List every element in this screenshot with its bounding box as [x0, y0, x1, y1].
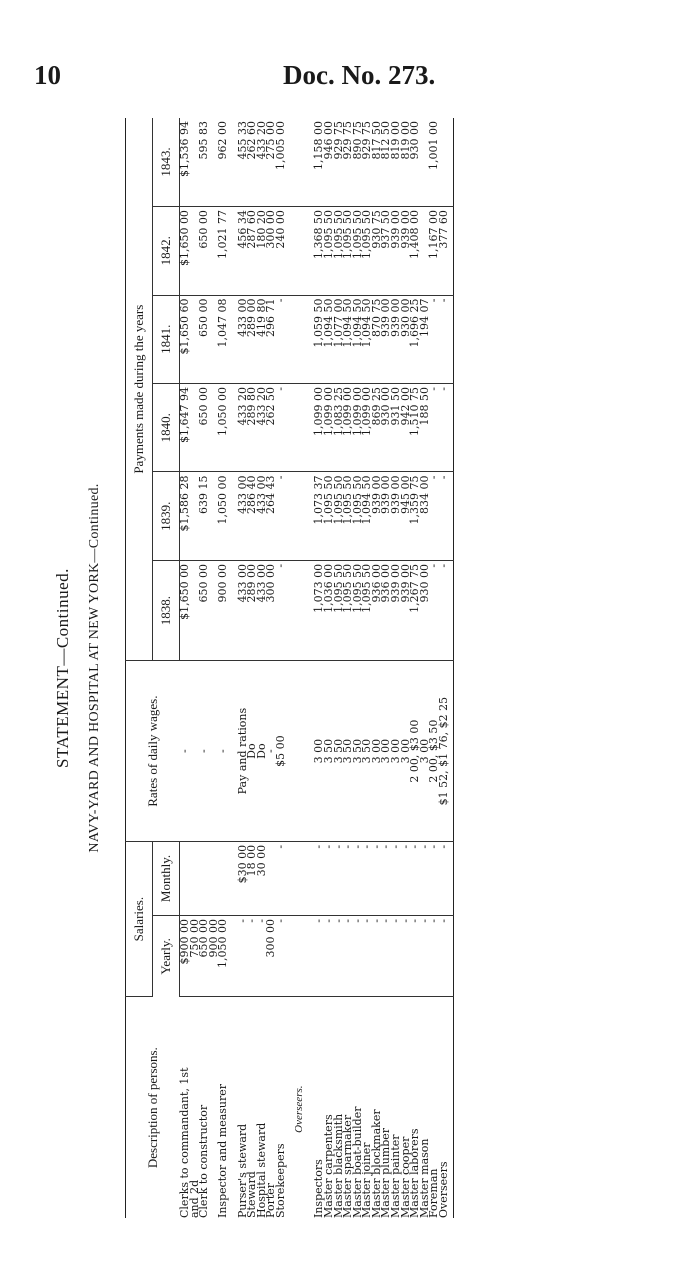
spacer-row	[286, 118, 296, 1218]
table-row	[190, 118, 200, 1218]
description-cell: Hospital steward	[254, 1122, 268, 1218]
yearly-salary-cell: 650 00	[199, 916, 209, 997]
payment-cell: 930 00	[420, 560, 430, 660]
payment-cell: 1,094 50	[362, 295, 372, 383]
daily-wage-cell: 3 50	[324, 661, 334, 842]
payment-cell: 300 00	[266, 207, 276, 295]
spacer-cell	[286, 916, 296, 997]
daily-wage-cell: -	[218, 661, 228, 842]
payment-cell: 819 00	[401, 118, 411, 207]
payment-cell: 433 00	[257, 472, 267, 560]
spacer-cell	[286, 841, 296, 915]
payment-cell: 1,696 25	[410, 295, 420, 383]
spacer-cell	[286, 207, 296, 295]
daily-wage-cell: -	[180, 661, 190, 842]
table-row	[420, 118, 430, 1218]
payment-cell: 1,077 00	[334, 295, 344, 383]
monthly-salary-cell: -	[334, 841, 344, 915]
payment-cell: 275 00	[266, 118, 276, 207]
payment-cell: $1,647 94	[180, 384, 190, 472]
empty-cell	[295, 472, 305, 560]
payment-cell: 870 75	[372, 295, 382, 383]
header-year-1838: 1838.	[153, 560, 180, 660]
payment-cell: 1,099 00	[362, 384, 372, 472]
payment-cell: 1,001 00	[429, 118, 439, 207]
payment-cell: -	[439, 472, 453, 560]
payment-cell: 433 20	[257, 384, 267, 472]
payment-cell: 929 75	[343, 118, 353, 207]
payment-cell: 939 00	[391, 207, 401, 295]
empty-cell	[295, 661, 305, 842]
yearly-salary-cell: -	[276, 916, 286, 997]
daily-wage-cell: 3 00	[314, 661, 324, 842]
table-row	[238, 118, 248, 1218]
monthly-salary-cell: -	[391, 841, 401, 915]
payment-cell: 890 75	[353, 118, 363, 207]
monthly-salary-cell: $30 00	[238, 841, 248, 915]
table-row	[439, 118, 453, 1218]
table-row	[314, 118, 324, 1218]
monthly-salary-cell: -	[372, 841, 382, 915]
group-row	[295, 118, 305, 1218]
monthly-salary-cell	[180, 841, 190, 915]
spacer-cell	[305, 916, 315, 997]
table-row	[343, 118, 353, 1218]
table-row	[410, 118, 420, 1218]
payment-cell: 639 15	[199, 472, 209, 560]
yearly-salary-cell: -	[362, 916, 372, 997]
description-cell: Master plumber	[379, 1127, 393, 1218]
payment-cell: 455 33	[238, 118, 248, 207]
daily-wage-cell: 3 50	[343, 661, 353, 842]
payment-cell: 812 50	[381, 118, 391, 207]
header-rates: Rates of daily wages.	[126, 661, 180, 842]
daily-wage-cell: Do	[247, 661, 257, 842]
payment-cell: -	[429, 472, 439, 560]
yearly-salary-cell: -	[401, 916, 411, 997]
payment-cell: -	[439, 560, 453, 660]
payment-cell: 1,095 50	[353, 560, 363, 660]
payment-cell: 1,095 50	[343, 560, 353, 660]
payment-cell: 930 00	[381, 384, 391, 472]
payment-cell: 945 00	[401, 472, 411, 560]
payment-cell: 936 00	[381, 560, 391, 660]
daily-wage-cell: 3 00	[381, 661, 391, 842]
payment-cell: 433 00	[257, 560, 267, 660]
header-salaries: Salaries.	[126, 841, 153, 996]
monthly-salary-cell	[190, 841, 200, 915]
spacer-cell	[228, 916, 238, 997]
payment-cell: 1,167 00	[429, 207, 439, 295]
description-cell: Storekeepers	[273, 1143, 287, 1218]
spacer-cell	[286, 560, 296, 660]
payment-cell: 289 00	[247, 560, 257, 660]
description-cell: Inspectors	[312, 1159, 326, 1218]
payment-cell: 264 43	[266, 472, 276, 560]
payment-cell: 819 00	[391, 118, 401, 207]
payment-cell: $1,586 28	[180, 472, 190, 560]
payment-cell: 287 60	[247, 207, 257, 295]
payment-cell: 1,099 00	[314, 384, 324, 472]
payment-cell: 936 00	[372, 560, 382, 660]
payment-cell: 1,094 50	[362, 472, 372, 560]
yearly-salary-cell: -	[334, 916, 344, 997]
payment-cell: 929 75	[362, 118, 372, 207]
description-cell: Inspector and measurer	[216, 1083, 230, 1218]
payment-cell: -	[429, 295, 439, 383]
spacer-cell	[286, 661, 296, 842]
header-year-1842: 1842.	[153, 207, 180, 295]
description-cell: Foreman	[427, 1168, 441, 1218]
spacer-row	[305, 118, 315, 1218]
yearly-salary-cell: -	[343, 916, 353, 997]
payment-cell: 1,510 75	[410, 384, 420, 472]
monthly-salary-cell: -	[324, 841, 334, 915]
daily-wage-cell: 2 00, $3 00	[410, 661, 420, 842]
payment-cell: 286 40	[247, 472, 257, 560]
payment-cell: 433 00	[238, 472, 248, 560]
daily-wage-cell: -	[266, 661, 276, 842]
spacer-cell	[305, 841, 315, 915]
table-row	[257, 118, 267, 1218]
payment-cell: 869 25	[372, 384, 382, 472]
payment-cell: 595 83	[199, 118, 209, 207]
table-row	[324, 118, 334, 1218]
description-cell: Master boat-builder	[350, 1106, 364, 1218]
payment-cell: 1,094 50	[353, 295, 363, 383]
payment-cell: 1,050 00	[218, 384, 228, 472]
table-row	[362, 118, 372, 1218]
page-number: 10	[34, 60, 61, 90]
daily-wage-cell: 3 00	[401, 661, 411, 842]
table-row	[180, 118, 190, 1218]
payment-cell: 1,047 08	[218, 295, 228, 383]
daily-wage-cell: Pay and rations	[238, 661, 248, 842]
table-row	[218, 118, 228, 1218]
payment-cell: -	[276, 295, 286, 383]
daily-wage-cell: 3 50	[353, 661, 363, 842]
payment-cell: 834 00	[420, 472, 430, 560]
payment-cell: 1,095 50	[334, 472, 344, 560]
yearly-salary-cell: -	[439, 916, 453, 997]
payment-cell	[439, 118, 453, 207]
monthly-salary-cell	[199, 841, 209, 915]
empty-cell	[295, 384, 305, 472]
table-row	[429, 118, 439, 1218]
payment-cell: 1,099 00	[343, 384, 353, 472]
daily-wage-cell: 2 00, $3 50	[429, 661, 439, 842]
payment-cell: 433 20	[238, 384, 248, 472]
yearly-salary-cell: -	[381, 916, 391, 997]
description-cell: Master laborers	[408, 1128, 422, 1218]
payment-cell: 1,095 50	[362, 560, 372, 660]
payment-cell: 419 80	[257, 295, 267, 383]
monthly-salary-cell: -	[401, 841, 411, 915]
empty-cell	[295, 295, 305, 383]
monthly-salary-cell: -	[410, 841, 420, 915]
payment-cell: 1,408 00	[410, 207, 420, 295]
payment-cell: 900 00	[218, 560, 228, 660]
payment-cell: 931 50	[391, 384, 401, 472]
payment-cell: 929 75	[334, 118, 344, 207]
daily-wage-cell: 3 00	[391, 661, 401, 842]
payment-cell: 939 00	[391, 560, 401, 660]
monthly-salary-cell: -	[420, 841, 430, 915]
empty-cell	[295, 118, 305, 207]
daily-wage-cell: 3 00	[420, 661, 430, 842]
payment-cell: 194 07	[420, 295, 430, 383]
daily-wage-cell: $1 52, $1 76, $2 25	[439, 661, 453, 842]
daily-wage-cell: 3 00	[372, 661, 382, 842]
description-cell: Master mason	[417, 1138, 431, 1218]
yearly-salary-cell: -	[247, 916, 257, 997]
daily-wage-cell: -	[199, 661, 209, 842]
payment-cell: 1,095 50	[334, 207, 344, 295]
description-cell: Porter	[264, 1182, 278, 1218]
document-label: Doc. No. 273.	[283, 60, 436, 90]
spacer-cell	[286, 384, 296, 472]
spacer-cell	[286, 118, 296, 207]
header-description: Description of persons.	[144, 1047, 160, 1169]
payment-cell: -	[429, 560, 439, 660]
yearly-salary-cell: -	[353, 916, 363, 997]
payment-cell: 1,095 50	[353, 472, 363, 560]
statement-subtitle: NAVY-YARD AND HOSPITAL AT NEW YORK—Continued.	[87, 483, 102, 853]
payment-cell: 650 00	[199, 295, 209, 383]
payment-cell: 1,095 50	[362, 207, 372, 295]
payment-cell: 930 00	[410, 118, 420, 207]
payment-cell: 1,005 00	[276, 118, 286, 207]
payment-cell: $1,650 00	[180, 560, 190, 660]
payment-cell: 1,095 50	[324, 472, 334, 560]
payment-cell: 942 00	[401, 384, 411, 472]
yearly-salary-cell: 750 00	[190, 916, 200, 997]
payment-cell: 817 50	[372, 118, 382, 207]
statement-title: STATEMENT—Continued.	[53, 568, 72, 768]
payment-cell: $1,536 94	[180, 118, 190, 207]
description-cell: Master blockmaker	[369, 1109, 383, 1218]
payment-cell: 650 00	[199, 207, 209, 295]
monthly-salary-cell: 30 00	[257, 841, 267, 915]
payment-cell: 930 00	[401, 295, 411, 383]
payment-cell: 939 00	[381, 472, 391, 560]
header-monthly: Monthly.	[153, 841, 180, 915]
header-year-1839: 1839.	[153, 472, 180, 560]
spacer-row	[228, 118, 238, 1218]
payment-cell: 939 00	[401, 560, 411, 660]
payments-table	[125, 118, 454, 1218]
payment-cell: 650 00	[199, 560, 209, 660]
payment-cell: 1,267 75	[410, 560, 420, 660]
description-cell: Clerks to commandant, 1st	[177, 1067, 191, 1218]
payment-cell: 1,073 37	[314, 472, 324, 560]
description-cell: Master blacksmith	[331, 1113, 345, 1218]
spacer-cell	[286, 472, 296, 560]
yearly-salary-cell: 1,050 00	[218, 916, 228, 997]
monthly-salary-cell: -	[439, 841, 453, 915]
payment-cell: 946 00	[324, 118, 334, 207]
payment-cell: -	[429, 384, 439, 472]
payment-cell: 433 00	[238, 560, 248, 660]
yearly-salary-cell: $900 00	[180, 916, 190, 997]
empty-cell	[295, 916, 305, 997]
yearly-salary-cell: -	[420, 916, 430, 997]
description-cell: Steward	[245, 1171, 259, 1218]
monthly-salary-cell: -	[343, 841, 353, 915]
payment-cell: 1,095 50	[353, 207, 363, 295]
payment-cell: 180 20	[257, 207, 267, 295]
payment-cell: 937 50	[381, 207, 391, 295]
payment-cell: -	[276, 560, 286, 660]
header-yearly: Yearly.	[153, 916, 180, 997]
payment-cell: -	[276, 384, 286, 472]
payment-cell: 262 50	[266, 384, 276, 472]
table-row	[199, 118, 209, 1218]
payment-cell: 939 00	[401, 207, 411, 295]
table-row	[381, 118, 391, 1218]
monthly-salary-cell: -	[276, 841, 286, 915]
group-heading: Overseers.	[293, 1085, 306, 1133]
monthly-salary-cell	[218, 841, 228, 915]
header-year-1840: 1840.	[153, 384, 180, 472]
description-cell: and 2d	[187, 1179, 201, 1218]
table-row	[372, 118, 382, 1218]
yearly-salary-cell: -	[257, 916, 267, 997]
monthly-salary-cell: 18 00	[247, 841, 257, 915]
payment-cell: 296 71	[266, 295, 276, 383]
payment-cell: $1,650 00	[180, 207, 190, 295]
payment-cell: 1,021 77	[218, 207, 228, 295]
spacer-cell	[286, 295, 296, 383]
payment-cell: 1,095 50	[324, 207, 334, 295]
payment-cell: 1,158 00	[314, 118, 324, 207]
empty-cell	[295, 841, 305, 915]
payment-cell: 939 00	[381, 295, 391, 383]
payment-cell: 1,073 00	[314, 560, 324, 660]
header-year-1841: 1841.	[153, 295, 180, 383]
table-row	[334, 118, 344, 1218]
daily-wage-cell: $5 00	[276, 661, 286, 842]
payment-cell: 1,094 50	[343, 295, 353, 383]
empty-cell	[295, 560, 305, 660]
monthly-salary-cell: -	[381, 841, 391, 915]
description-cell: Master carpenters	[321, 1114, 335, 1218]
monthly-salary-cell	[266, 841, 276, 915]
payment-cell: 1,050 00	[218, 472, 228, 560]
payment-cell: -	[439, 295, 453, 383]
yearly-salary-cell: -	[391, 916, 401, 997]
payment-cell: 300 00	[266, 560, 276, 660]
payment-cell: 939 00	[372, 472, 382, 560]
payment-cell: 1,368 50	[314, 207, 324, 295]
payment-cell: 1,095 50	[343, 207, 353, 295]
daily-wage-cell: 3 50	[334, 661, 344, 842]
payment-cell: 962 00	[218, 118, 228, 207]
payment-cell: 262 60	[247, 118, 257, 207]
payment-cell: 1,095 50	[343, 472, 353, 560]
payment-cell: 1,083 25	[334, 384, 344, 472]
table-row	[276, 118, 286, 1218]
description-cell: Master painter	[389, 1134, 403, 1218]
description-cell: Overseers	[437, 1161, 451, 1218]
payment-cell: 1,095 50	[334, 560, 344, 660]
table-body	[177, 118, 454, 1218]
payment-cell: 240 00	[276, 207, 286, 295]
payment-cell: 289 00	[247, 295, 257, 383]
payment-cell: 1,036 00	[324, 560, 334, 660]
yearly-salary-cell: -	[314, 916, 324, 997]
payment-cell: 188 50	[420, 384, 430, 472]
payment-cell: -	[276, 472, 286, 560]
table-row	[401, 118, 411, 1218]
header-year-1843: 1843.	[153, 118, 180, 207]
monthly-salary-cell	[209, 841, 219, 915]
description-cell: Master sparmaker	[341, 1114, 355, 1218]
yearly-salary-cell: -	[372, 916, 382, 997]
yearly-salary-cell: -	[429, 916, 439, 997]
table-row	[353, 118, 363, 1218]
empty-cell	[295, 207, 305, 295]
monthly-salary-cell: -	[353, 841, 363, 915]
payment-cell: 939 00	[391, 295, 401, 383]
description-cell: Purser's steward	[235, 1123, 249, 1218]
table-row	[391, 118, 401, 1218]
monthly-salary-cell: -	[314, 841, 324, 915]
payment-cell: 930 75	[372, 207, 382, 295]
table-row	[209, 118, 219, 1218]
description-cell: Clerk to constructor	[197, 1104, 211, 1218]
payment-cell: 1,094 50	[324, 295, 334, 383]
description-cell: Master cooper	[398, 1136, 412, 1218]
payment-cell: 1,099 00	[324, 384, 334, 472]
yearly-salary-cell: 300 00	[266, 916, 276, 997]
header-row-top	[126, 118, 153, 1218]
rotated-statement	[53, 118, 680, 1218]
payment-cell: 650 00	[199, 384, 209, 472]
payment-cell: $1,650 60	[180, 295, 190, 383]
monthly-salary-cell: -	[429, 841, 439, 915]
payment-cell: 939 00	[391, 472, 401, 560]
payment-cell: 1,099 00	[353, 384, 363, 472]
yearly-salary-cell: 900 00	[209, 916, 219, 997]
payment-cell: 1,359 75	[410, 472, 420, 560]
daily-wage-cell: Do	[257, 661, 267, 842]
table-row	[266, 118, 276, 1218]
table-row	[247, 118, 257, 1218]
payment-cell: 1,059 50	[314, 295, 324, 383]
yearly-salary-cell: -	[324, 916, 334, 997]
yearly-salary-cell: -	[410, 916, 420, 997]
payment-cell: 289 80	[247, 384, 257, 472]
payment-cell: -	[439, 384, 453, 472]
monthly-salary-cell: -	[362, 841, 372, 915]
daily-wage-cell: 3 50	[362, 661, 372, 842]
description-cell: Master joiner	[360, 1142, 374, 1218]
payment-cell: 433 00	[238, 295, 248, 383]
header-payments: Payments made during the years	[126, 118, 153, 661]
payment-cell: 433 20	[257, 118, 267, 207]
yearly-salary-cell: -	[238, 916, 248, 997]
payment-cell: 456 34	[238, 207, 248, 295]
payment-cell: 377 60	[439, 207, 453, 295]
